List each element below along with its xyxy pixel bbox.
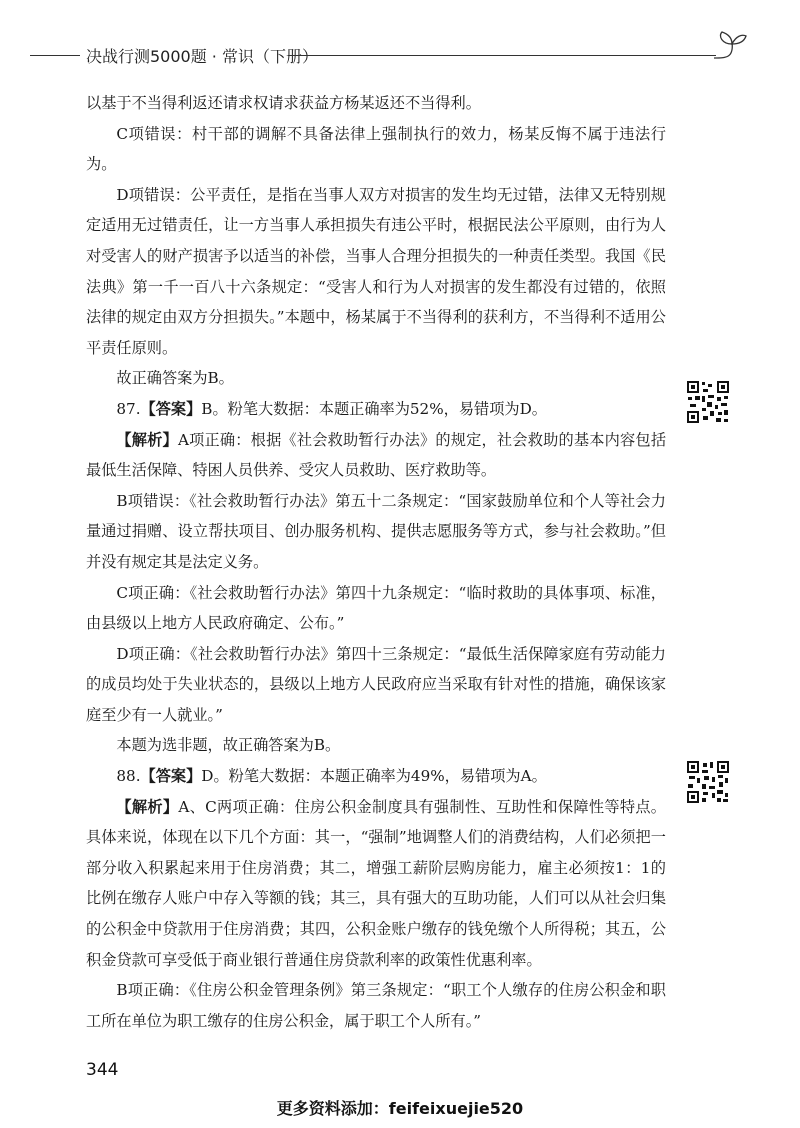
paragraph: 故正确答案为B。 [116,369,234,388]
header-rule-right [288,55,716,56]
running-title: 决战行测5000题 · 常识（下册） [86,47,318,66]
paragraph: D项正确：《社会救助暂行办法》第四十三条规定：“最低生活保障家庭有劳动能力的成员均处于失业状态的，县级以上地方人民政府应当采取有针对性的措施，确保该家庭至少有一人就业。” [86,644,666,724]
paragraph: B项正确：《住房公积金管理条例》第三条规定：“职工个人缴存的住房公积金和职工所在单位为职工缴存的住房公积金，属于职工个人所有。” [86,981,666,1030]
analysis-tag: 【解析】 [116,430,178,449]
page-body [86,88,666,1036]
paragraph: C项正确：《社会救助暂行办法》第四十九条规定：“临时救助的具体事项、标准，由县级以上地方人民政府确定、公布。” [86,583,666,633]
header-rule-left [30,55,80,56]
paragraph: B项错误：《社会救助暂行办法》第五十二条规定：“国家鼓励单位和个人等社会力量通过捐赠、设立帮扶项目、创办服务机构、提供志愿服务等方式，参与社会救助。”但并没有规定其是法定义务。 [86,491,666,571]
paragraph: D项错误：公平责任，是指在当事人双方对损害的发生均无过错，法律又无特别规定适用无过错责任，让一方当事人承担损失有违公平时，根据民法公平原则，由行为人对受害人的财产损害予以适当的补偿，当事人合理分担损失的一种责任类型。我国《民法典》第一千一百八十六条规定：“受害人和行为人对损害的发生都没有过错的，依照法律的规定由双方分担损失。”本题中，杨某属于不当得利的获利方，不当得利不适用公平责任原则。 [86,185,666,357]
answer-text: B。粉笔大数据：本题正确率为52%，易错项为D。 [201,399,547,418]
answer-line-88 [86,761,666,792]
answer-tag: 【答案】 [140,399,202,418]
paragraph: 本题为选非题，故正确答案为B。 [116,736,341,755]
analysis-tag: 【解析】 [116,797,179,816]
paragraph: C项错误：村干部的调解不具备法律上强制执行的效力，杨某反悔不属于违法行为。 [86,124,666,174]
analysis-text: A、C两项正确：住房公积金制度具有强制性、互助性和保障性等特点。具体来说，体现在以下几个方面：其一，“强制”地调整人们的消费结构，人们必须把一部分收入积累起来用于住房消费；其二，增强工薪阶层购房能力，雇主必须按1：1的比例在缴存人账户中存入等额的钱；其三，具有强大的互助功能，人们可以从社会归集的公积金中贷款用于住房消费；其四，公积金账户缴存的钱免缴个人所得税；其五，公积金贷款可享受低于商业银行普通住房贷款利率的政策性优惠利率。 [86,797,666,969]
answer-text: D。粉笔大数据：本题正确率为49%，易错项为A。 [201,767,547,786]
analysis-text: A项正确：根据《社会救助暂行办法》的规定，社会救助的基本内容包括最低生活保障、特困人员供养、受灾人员救助、医疗救助等。 [86,430,667,480]
answer-tag: 【答案】 [140,767,202,786]
question-number: 88. [116,767,141,786]
page-number: 344 [86,1060,119,1080]
analysis-88 [86,792,666,976]
question-number: 87. [116,399,141,418]
paragraph: 以基于不当得利返还请求权请求获益方杨某返还不当得利。 [86,94,481,112]
answer-line-87 [86,394,666,425]
analysis-87 [86,425,666,486]
page-header [0,0,800,80]
footer-note: 更多资料添加：feifeixuejie520 [276,1099,524,1118]
sprout-icon [712,28,748,62]
qr-code-icon[interactable] [686,380,730,424]
qr-code-icon[interactable] [686,760,730,804]
